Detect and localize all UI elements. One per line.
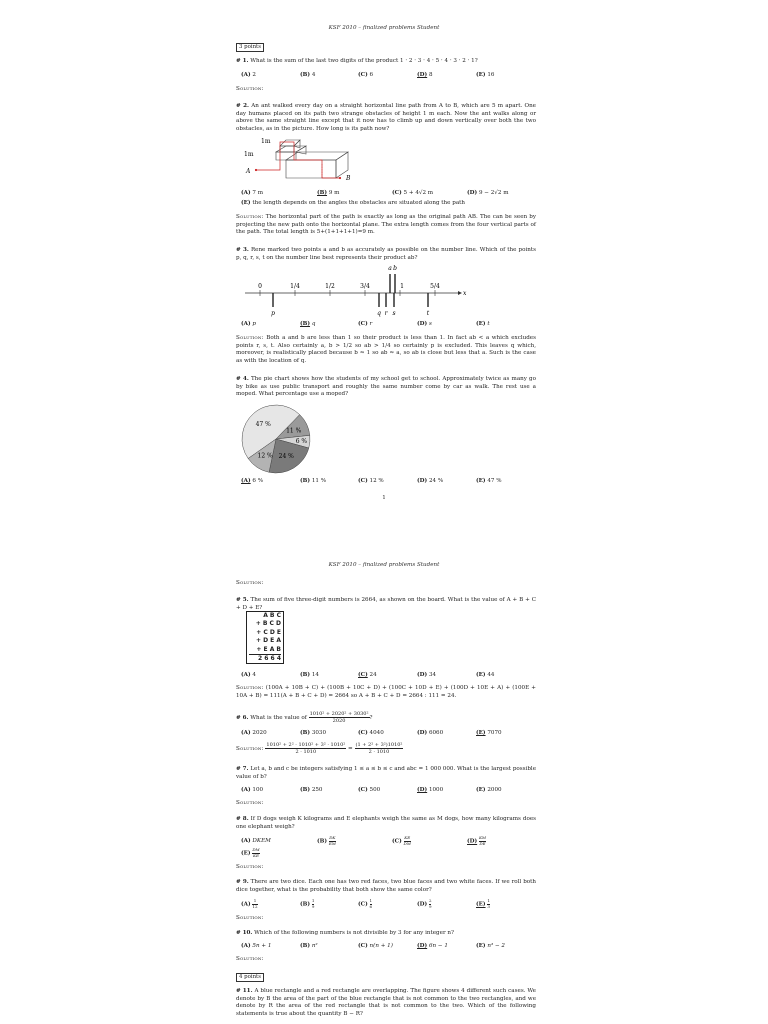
question-text: An ant walked every day on a straight horizontal line path from A to B, which are 5 m apart. One day humans placed on its path two strange obstacles of height 1 m each. Now the ant walks along or above the same straight line except that it now has to climb up and down vertically over both the two obstacles, as in the picture. How long is its path now? — [236, 103, 536, 132]
option-d: (D) 6n − 1 — [417, 943, 448, 949]
pie-slice-label: 24 % — [278, 452, 294, 460]
points-box: 3 points — [236, 43, 264, 52]
option-a: (A) 7 m — [241, 190, 264, 196]
point-a: a — [388, 265, 392, 272]
option-d: (D) 8 — [417, 72, 433, 78]
question-6: # 6. What is the value of $\frac{\text{1010² + 2020² + 3030²}}{2020}$ ? — [236, 711, 373, 724]
option-e: (E) $\frac{1}{3}$ — [476, 898, 490, 909]
option-d: (D) 1000 — [417, 787, 444, 793]
number-line — [240, 262, 470, 318]
tick-1: 1 — [400, 283, 404, 290]
option-c: (C) 24 — [358, 672, 377, 678]
page-number: 1 — [382, 495, 386, 501]
option-c: (C) r — [358, 321, 373, 327]
option-a: (A) 100 — [241, 787, 264, 793]
pie-slice-label: 47 % — [255, 420, 271, 428]
solution-7: Solution: — [236, 800, 264, 806]
option-b: (B) 3030 — [300, 730, 327, 736]
option-d: (D) s — [417, 321, 432, 327]
question-3 — [236, 247, 536, 262]
tick-5-4: 5/4 — [430, 283, 440, 290]
option-d: (D) $\frac{KM}{DE}$ — [467, 835, 487, 846]
solution-4: Solution: — [236, 580, 264, 586]
option-a: (A) 2020 — [241, 730, 267, 736]
option-e: (E) 47 % — [476, 478, 502, 484]
option-b: (B) 250 — [300, 787, 323, 793]
board-row: + D E A — [255, 637, 281, 645]
option-c: (C) n(n + 1) — [358, 943, 393, 949]
option-b: (B) $\frac{1}{9}$ — [300, 898, 315, 909]
point-q: q — [377, 310, 381, 317]
option-c: (C) 12 % — [358, 478, 384, 484]
question-number: # 4. — [236, 376, 249, 382]
option-c: (C) $\frac{1}{6}$ — [358, 898, 373, 909]
question-text: Let a, b and c be integers satisfying 1 ≤ a ≤ b ≤ c and abc = 1 000 000. What is the largest possible value of b? — [236, 766, 537, 780]
board-row: + E A B — [256, 645, 281, 653]
pie-slice-label: 6 % — [295, 438, 308, 446]
tick-1-2: 1/2 — [325, 283, 335, 290]
question-text: Which of the following numbers is not divisible by 3 for any integer n? — [254, 930, 454, 936]
question-number: # 7. — [236, 766, 249, 772]
question-text: A blue rectangle and a red rectangle are overlapping. The figure shows 4 different such cases. We denote by B the area of the part of the blue rectangle that is not common to the two rectangles, and we denote by R the area of the red rectangle that is not common to the two. Which of the following statements is true about the quantity B − R? — [236, 988, 536, 1017]
question-number: # 11. — [236, 988, 253, 994]
option-d: (D) $\frac{2}{9}$ — [417, 898, 432, 909]
point-b: b — [393, 265, 397, 272]
option-e: (E) the length depends on the angles the obstacles are situated along the path — [241, 200, 466, 206]
tick-0: 0 — [258, 283, 262, 290]
solution-6: Solution: $\frac{\text{1010² + 2² · 1010² + 3² · 1010²}}{2 \cdot 1010}$ = $\frac{\text{(1 + 2² + 3²)1010²}}{2 \cdot 1010}$ — [236, 742, 403, 755]
option-d: (D) 9 − 2√2 m — [467, 190, 509, 196]
question-text: There are two dice. Each one has two red faces, two blue faces and two white faces. If we roll both dice together, what is the probability that both show the same color? — [236, 879, 536, 893]
option-d: (D) 24 % — [417, 478, 444, 484]
option-e: (E) 44 — [476, 672, 495, 678]
page-header: KSF 2010 – finalized problems Student — [328, 25, 440, 31]
question-number: # 6. — [236, 715, 249, 721]
question-text: The sum of five three-digit numbers is 2664, as shown on the board. What is the value of A + B + C + D + E? — [236, 597, 536, 611]
option-c: (C) 500 — [358, 787, 381, 793]
fraction: $\frac{\text{1010² + 2020² + 3030²}}{2020}$ — [309, 711, 369, 724]
solution-1: Solution: — [236, 86, 264, 92]
point-r: r — [384, 310, 388, 317]
option-a: (A) 5n + 1 — [241, 943, 272, 949]
question-number: # 2. — [236, 103, 249, 109]
point-s: s — [392, 310, 396, 317]
question-10 — [236, 930, 536, 938]
board-row: + B C D — [255, 620, 281, 628]
point-b-label: B — [346, 175, 351, 182]
tick-1-4: 1/4 — [290, 283, 300, 290]
option-b: (B) 4 — [300, 72, 316, 78]
question-number: # 3. — [236, 247, 249, 253]
solution-2: Solution: The horizontal part of the path is exactly as long as the original path AB. The can be seen by projecting the new path onto the horizontal plane. The extra length comes from the four vertical parts of the path. The total length is 5+(1+1+1+1)=9 m. — [236, 214, 536, 236]
board-total: 2 6 6 4 — [249, 654, 281, 663]
question-9 — [236, 879, 536, 894]
solution-5: Solution: (100A + 10B + C) + (100B + 10C + D) + (100C + 10D + E) + (100D + 10E + A) + (100E + 10A + B) = 111(A + B + C + D) = 2664 so A + B + C + D = 2664 : 111 = 24. — [236, 685, 536, 699]
pie-chart — [240, 403, 330, 475]
option-a: (A) 2 — [241, 72, 256, 78]
obstacle-figure — [236, 134, 366, 186]
option-e: (E) n³ − 2 — [476, 943, 505, 949]
option-e: (E) $\frac{DM}{KE}$ — [241, 847, 260, 858]
solution-10: Solution: — [236, 956, 264, 962]
option-a: (A) 4 — [241, 672, 256, 678]
question-7 — [236, 766, 536, 781]
points-box: 4 points — [236, 973, 264, 982]
board-row: A B C — [263, 612, 281, 619]
label-top: 1m — [261, 138, 271, 145]
option-c: (C) 5 + 4√2 m — [392, 190, 434, 196]
axis-label: x — [463, 290, 467, 297]
pie-slice-label: 12 % — [257, 452, 273, 460]
option-d: (D) 6060 — [417, 730, 444, 736]
option-b: (B) q — [300, 321, 316, 327]
point-a-label: A — [246, 168, 251, 175]
question-number: # 10. — [236, 930, 253, 936]
option-a: (A) $\frac{1}{12}$ — [241, 898, 258, 909]
question-4 — [236, 376, 536, 399]
question-number: # 9. — [236, 879, 249, 885]
option-e: (E) 2000 — [476, 787, 502, 793]
page-header: KSF 2010 – finalized problems Student — [328, 562, 440, 568]
option-c: (C) 4040 — [358, 730, 384, 736]
option-c: (C) 6 — [358, 72, 374, 78]
option-b: (B) 11 % — [300, 478, 327, 484]
question-8 — [236, 816, 536, 831]
board-row: + C D E — [256, 628, 281, 636]
option-a: (A) DKEM — [241, 838, 271, 844]
question-number: # 5. — [236, 597, 249, 603]
option-b: (B) n² — [300, 943, 318, 949]
question-text: If D dogs weigh K kilograms and E elephants weigh the same as M dogs, how many kilograms does one elephant weigh? — [236, 816, 536, 830]
solution-8: Solution: — [236, 864, 264, 870]
option-a: (A) 6 % — [241, 478, 264, 484]
question-11 — [236, 988, 536, 1018]
option-d: (D) 34 — [417, 672, 437, 678]
question-text: The pie chart shows how the students of my school get to school. Approximately twice as many go by bike as use public transport and roughly the same number come by car as walk. The rest use a moped. What percentage use a moped? — [236, 376, 536, 398]
pie-slice-label: 11 % — [286, 427, 302, 435]
point-t: t — [426, 310, 430, 317]
option-b: (B) 9 m — [317, 190, 340, 196]
option-b: (B) $\frac{DK}{EM}$ — [317, 835, 336, 846]
option-c: (C) $\frac{KE}{DM}$ — [392, 835, 411, 846]
question-text: Rene marked two points a and b as accurately as possible on the number line. Which of the points p, q, r, s, t on the number line best represents their product ab? — [236, 247, 536, 261]
option-b: (B) 14 — [300, 672, 319, 678]
solution-9: Solution: — [236, 915, 264, 921]
question-number: # 8. — [236, 816, 249, 822]
question-2 — [236, 103, 536, 133]
question-number: # 1. — [236, 58, 249, 64]
sum-board — [246, 611, 284, 664]
tick-3-4: 3/4 — [360, 283, 370, 290]
question-text: What is the sum of the last two digits of the product 1 · 2 · 3 · 4 · 5 · 4 · 3 · 2 · 1? — [250, 58, 478, 64]
point-p: p — [271, 310, 275, 317]
solution-3: Solution: Both a and b are less than 1 so their product is less than 1. In fact ab < a which excludes points r, s, t. Also certainly a, b > 1/2 so ab > 1/4 so certainly p is excluded. This leaves q which, moreover, is realistically placed because b ≈ 1 so ab ≈ a, so ab is close but less that a. Such is the case as with the location of q. — [236, 335, 536, 364]
option-e: (E) t — [476, 321, 490, 327]
label-left: 1m — [244, 151, 254, 158]
question-1 — [236, 58, 536, 66]
question-5 — [236, 597, 536, 612]
option-e: (E) 7070 — [476, 730, 502, 736]
option-a: (A) p — [241, 321, 257, 327]
option-e: (E) 16 — [476, 72, 495, 78]
